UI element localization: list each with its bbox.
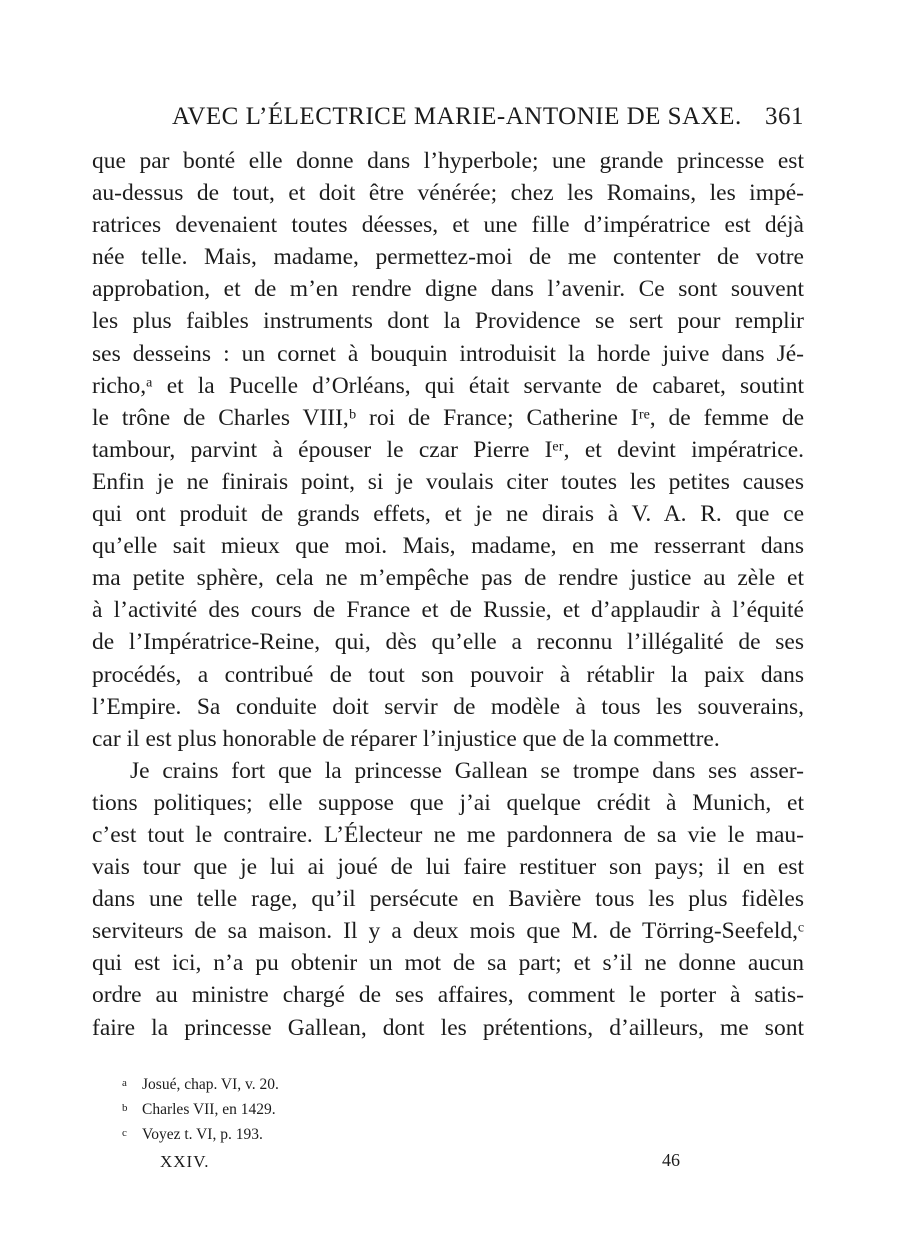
text-line: que par bonté elle donne dans l’hyperbole; une grande princesse est [92,148,804,174]
text-line: richo,ᵃ et la Pucelle d’Orléans, qui était servante de cabaret, soutint [92,372,804,399]
printer-signature: XXIV. [160,1152,210,1171]
running-title: AVEC L’ÉLECTRICE MARIE-ANTONIE DE SAXE. [172,103,742,130]
footnote [122,1096,279,1121]
text-line: procédés, a contribué de tout son pouvoir à rétablir la paix dans [92,661,804,688]
text-line: ratrices devenaient toutes déesses, et une fille d’impératrice est déjà [92,212,804,239]
text-line: c’est tout le contraire. L’Électeur ne me pardonnera de sa vie le mau- [92,821,804,848]
footnote-mark: c [122,1127,127,1139]
text-line: ordre au ministre chargé de ses affaires, comment le porter à satis- [92,982,804,1009]
footnote-mark: a [122,1077,127,1089]
footnote-text: Josué, chap. VI, v. 20. [142,1076,279,1093]
text-line: au-dessus de tout, et doit être vénérée; chez les Romains, les impé- [92,180,804,207]
page-number: 361 [765,103,804,130]
text-line: Enfin je ne finirais point, si je voulais citer toutes les petites causes [92,468,804,495]
text-line: approbation, et de m’en rendre digne dans l’avenir. Ce sont souvent [92,276,804,303]
text-line: vais tour que je lui ai joué de lui faire restituer son pays; il en est [92,854,804,881]
text-line: qui est ici, n’a pu obtenir un mot de sa part; et s’il ne donne aucun [92,950,804,977]
text-line: ma petite sphère, cela ne m’empêche pas de rendre justice au zèle et [92,565,804,592]
text-line: qu’elle sait mieux que moi. Mais, madame, en me resserrant dans [92,533,804,560]
footnote [122,1121,279,1146]
text-line: Je crains fort que la princesse Gallean se trompe dans ses asser- [130,757,804,784]
footnote [122,1071,279,1096]
text-line: l’Empire. Sa conduite doit servir de modèle à tous les souverains, [92,693,804,720]
text-line: faire la princesse Gallean, dont les prétentions, d’ailleurs, me sont [92,1014,804,1041]
text-line: les plus faibles instruments dont la Providence se sert pour remplir [92,308,804,335]
text-line: tions politiques; elle suppose que j’ai quelque crédit à Munich, et [92,789,804,816]
text-line: à l’activité des cours de France et de Russie, et d’applaudir à l’équité [92,597,804,624]
footnote-text: Voyez t. VI, p. 193. [142,1126,263,1143]
text-line: serviteurs de sa maison. Il y a deux mois que M. de Törring-Seefeld,ᶜ [92,918,804,945]
text-line: ses desseins : un cornet à bouquin introduisit la horde juive dans Jé- [92,340,804,367]
footnote-mark: b [122,1102,128,1114]
footnote-text: Charles VII, en 1429. [142,1101,276,1118]
text-line: dans une telle rage, qu’il persécute en Bavière tous les plus fidèles [92,886,804,913]
text-line: née telle. Mais, madame, permettez-moi de me contenter de votre [92,244,804,271]
text-line: car il est plus honorable de réparer l’injustice que de la commettre. [92,725,720,752]
footnotes [122,1071,279,1146]
sheet-number: 46 [662,1150,680,1170]
body-text [92,145,804,1044]
running-head [92,103,804,139]
text-line: de l’Impératrice-Reine, qui, dès qu’elle a reconnu l’illégalité de ses [92,629,804,656]
text-line: qui ont produit de grands effets, et je ne dirais à V. A. R. que ce [92,501,804,528]
text-line: tambour, parvint à épouser le czar Pierre Iᵉʳ, et devint impératrice. [92,436,804,463]
text-line: le trône de Charles VIII,ᵇ roi de France; Catherine Iʳᵉ, de femme de [92,404,804,431]
